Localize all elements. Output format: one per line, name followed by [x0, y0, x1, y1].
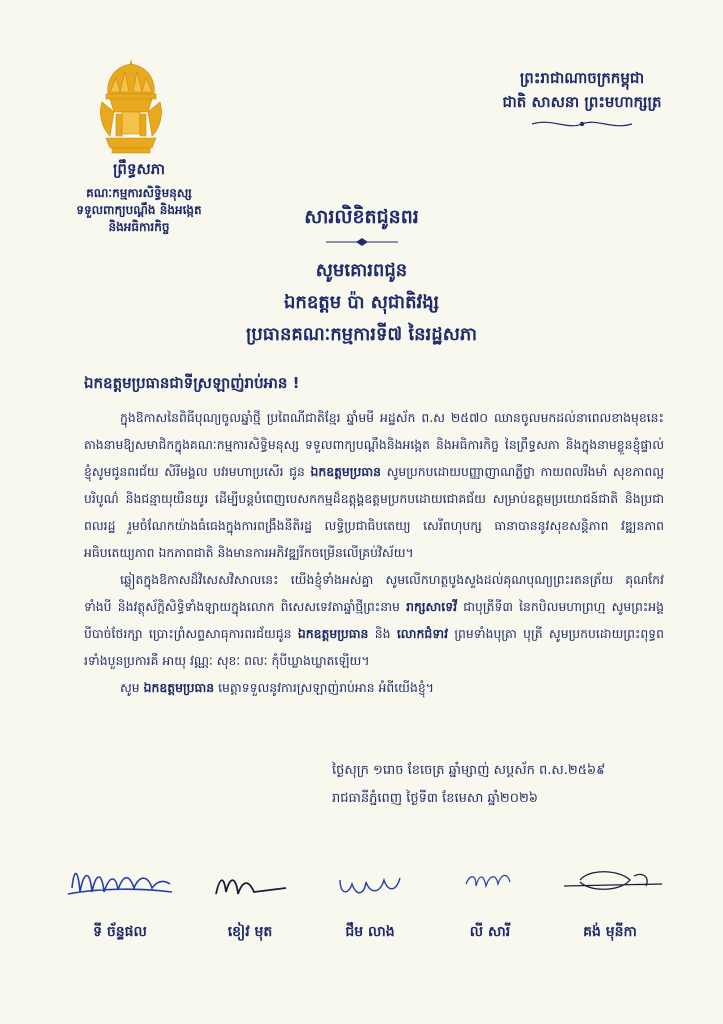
emphasis: ឯកឧត្តមប្រធាន	[310, 464, 382, 479]
signatory	[190, 858, 310, 948]
recipient-greeting: សូមគោរពជូន	[315, 260, 408, 281]
signatory-name: ជឹម លាង	[345, 924, 395, 940]
text-run: ព្រមទាំងបុត្រា បុត្រី សូមប្រកបដោយព្រះពុទ្ធពរទាំងបួនប្រការគឺ អាយុ វណ្ណៈ សុខៈ ពលៈ កុំបីឃ្លាងឃ្លាតឡើយ។	[84, 626, 664, 668]
signatory-name: ខៀវ មុត	[227, 924, 273, 940]
org-line: ព្រឹទ្ធសភា	[112, 160, 166, 178]
text-run: មេត្តាទទួលនូវការស្រឡាញ់រាប់អាន អំពីយើងខ្ញុំ។	[218, 680, 434, 695]
signature-mark	[550, 858, 670, 908]
emphasis: ឯកឧត្តមប្រធាន	[143, 680, 215, 695]
org-line: និងអធិការកិច្ច	[108, 220, 170, 234]
emphasis: ឯកឧត្តមប្រធាន	[297, 626, 369, 641]
signatory	[60, 858, 180, 948]
motto-nation: ជាតិ សាសនា ព្រះមហាក្សត្រ	[502, 93, 662, 111]
letter-body	[84, 404, 664, 701]
signatory	[310, 858, 430, 948]
salutation: ឯកឧត្តមប្រធានជាទីស្រឡាញ់រាប់អាន !	[84, 374, 300, 392]
text-run: ក្នុងឱកាសនៃពិធីបុណ្យចូលឆ្នាំថ្មី ប្រពៃណីជាតិខ្មែរ ឆ្នាំមមី អដ្ឋស័ក ព.ស ២៥៧០ ឈានចូលមកដល់នាពេលខាងមុខនេះ តាងនាមឱ្យសមាជិកក្នុងគណៈកម្មការសិទ្ធិមនុស្ស ទទួលពាក្យបណ្ដឹងនិងអង្កេត និងអធិការកិច្ច នៃព្រឹទ្ធសភា និងក្នុងនាមខ្លួនខ្ញុំផ្ទាល់ ខ្ញុំសូមជូនពរជ័យ សិរីមង្គល បវរមហាប្រសើរ ជូន	[84, 410, 664, 479]
text-run: ជាបុត្រីទី៣ នៃកបិលមហាព្រហ្ម សូមព្រះអង្គបីបាច់ថែរក្សា ប្រោះព្រំសព្ទសាធុការពរជ័យជូន	[84, 599, 664, 641]
ornament-divider-icon	[522, 116, 642, 132]
senate-emblem-icon	[96, 56, 166, 156]
text-run: និង	[374, 626, 391, 641]
signature-mark	[310, 858, 430, 908]
signatory	[430, 858, 550, 948]
signatory-name: គង់ មុនីកា	[583, 924, 637, 940]
recipient-name: ឯកឧត្តម ប៉ា សុជាតិវង្ស	[283, 292, 439, 313]
emphasis: លោកជំទាវ	[396, 626, 448, 641]
lunar-date: ថ្ងៃសុក្រ ១រោច ខែចេត្រ ឆ្នាំម្សាញ់ សប្តស័ក ព.ស.២៥៦៩	[332, 763, 606, 778]
text-run: សូម	[120, 680, 140, 695]
recipient-title: ប្រធានគណៈកម្មការទី៧ នៃរដ្ឋសភា	[246, 324, 477, 345]
signatory-name: លី សារី	[469, 924, 511, 940]
letter-title: សារលិខិតជូនពរ	[304, 206, 419, 228]
national-motto	[467, 66, 697, 132]
signature-mark	[190, 858, 310, 908]
signatory	[550, 858, 670, 948]
solar-date: រាជធានីភ្នំពេញ ថ្ងៃទី៣ ខែមេសា ឆ្នាំ២០២៦	[332, 791, 539, 806]
signatory-name: ទី ច័ន្ទផល	[93, 924, 147, 940]
paragraph	[84, 674, 664, 701]
emphasis: រាក្សសាទេវី	[406, 599, 458, 614]
signature-mark	[60, 858, 180, 908]
paragraph	[84, 566, 664, 674]
org-line: ទទួលពាក្យបណ្ដឹង និងអង្កេត	[76, 203, 202, 217]
title-divider-icon	[326, 236, 398, 248]
org-line: គណៈកម្មការសិទ្ធិមនុស្ស	[86, 186, 192, 200]
text-run: ឆ្លៀតក្នុងឱកាសដ៏វិសេសវិសាលនេះ យើងខ្ញុំទាំងអស់គ្នា សូមលើកហត្ថបូងសួងដល់គុណបុណ្យព្រះរតនត្រ័យ គុណកែវទាំងបី និងវត្ថុស័ក្តិសិទ្ធិទាំងឡាយក្នុងលោក ពិសេសទេវតាឆ្នាំថ្មីព្រះនាម	[84, 572, 664, 614]
text-run: សូមប្រកបដោយបញ្ញាញាណភ្លឺថ្លា កាយពលរឹងមាំ សុខភាពល្អបរិបូណ៌ និងជន្មាយុយឺនយូរ ដើម្បីបន្តបំពេញបេសកកម្មដ៏ឧត្តុង្គឧត្តមប្រកបដោយជោគជ័យ សម្រាប់ឧត្តមប្រយោជន៍ជាតិ និងប្រជាពលរដ្ឋ រួមចំណែកយ៉ាងធំធេងក្នុងការពង្រឹងនីតិរដ្ឋ លទ្ធិប្រជាធិបតេយ្យ សេរីពហុបក្ស ធានាបាននូវសុខសន្តិភាព វឌ្ឍនភាព អធិបតេយ្យភាព ឯកភាពជាតិ និងមានការអភិវឌ្ឍរីកចម្រើនលើគ្រប់វិស័យ។	[84, 464, 664, 560]
paragraph	[84, 404, 664, 566]
motto-kingdom: ព្រះរាជាណាចក្រកម្ពុជា	[519, 69, 645, 87]
signature-mark	[430, 858, 550, 908]
signature-row	[60, 858, 680, 948]
